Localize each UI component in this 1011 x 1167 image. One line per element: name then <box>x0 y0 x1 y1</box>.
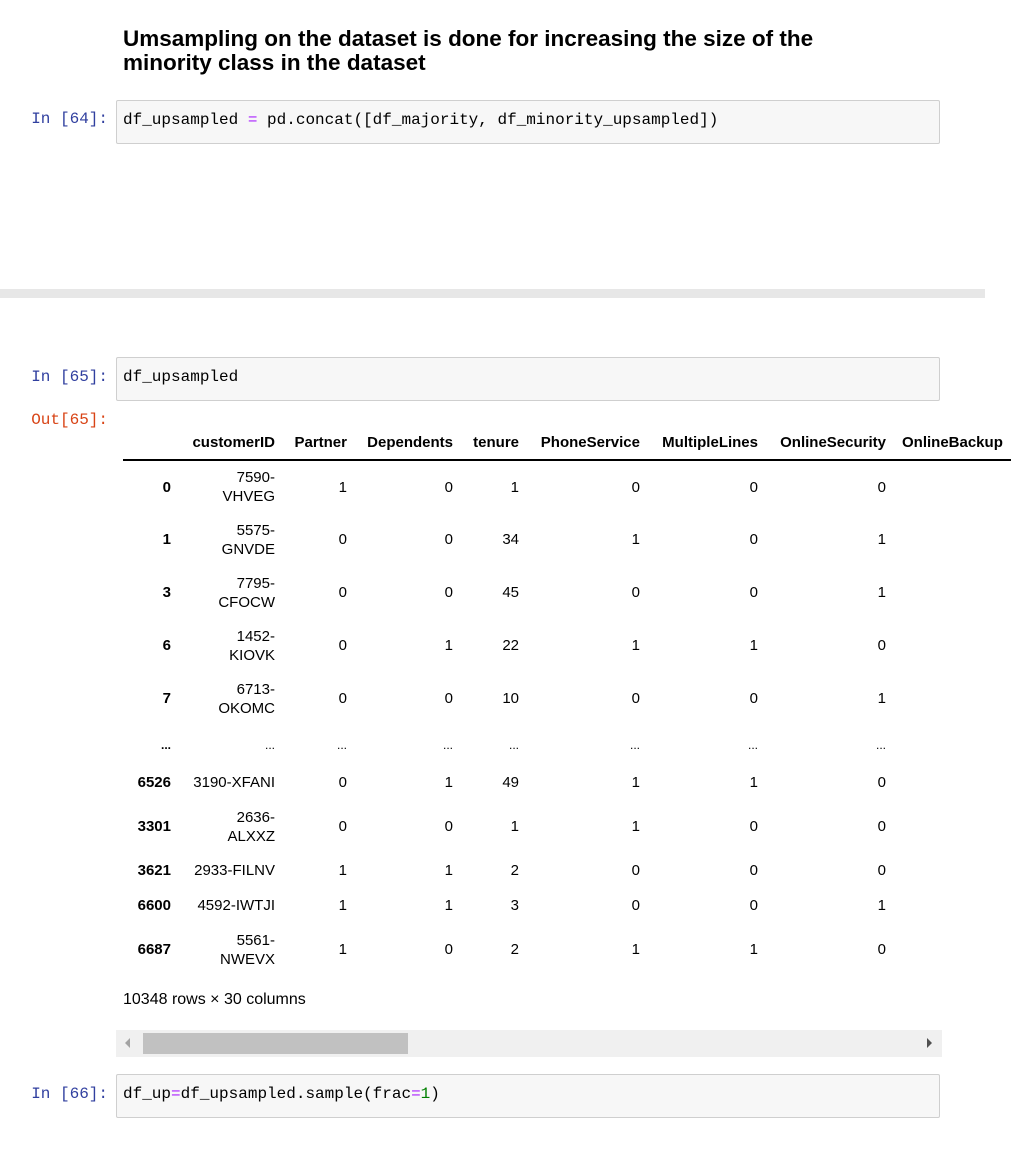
cell-customerID <box>179 725 283 765</box>
table-cell: 1 <box>749 941 758 958</box>
table-cell: ... <box>508 738 519 752</box>
cell-value: 5575-GNVDE <box>221 521 275 558</box>
table-cell: 0 <box>631 584 640 601</box>
table-row <box>123 923 1011 976</box>
table-cell <box>894 619 1011 672</box>
table-cell: ... <box>875 738 886 752</box>
row-index: 0 <box>162 478 171 496</box>
table-row <box>123 566 1011 619</box>
table-cell: 0 <box>631 897 640 914</box>
table-cell: 0 <box>749 862 758 879</box>
cell-customerID <box>179 923 283 976</box>
table-cell: 45 <box>502 584 519 601</box>
table-cell: 0 <box>338 637 347 654</box>
table-cell: 1 <box>877 531 886 548</box>
cell-value: 1452-KIOVK <box>229 627 275 664</box>
table-cell: 1 <box>338 941 347 958</box>
table-cell: 0 <box>444 531 453 548</box>
cell-separator <box>0 289 985 298</box>
table-cell: 1 <box>510 478 519 496</box>
table-cell: 0 <box>444 478 453 496</box>
row-index: 1 <box>162 531 171 548</box>
table-cell <box>894 888 1011 923</box>
cell-value: 6713-OKOMC <box>218 680 275 717</box>
cell-customerID <box>179 888 283 923</box>
table-cell <box>894 513 1011 566</box>
table-cell: 10 <box>502 690 519 707</box>
input-prompt-64: In [64]: <box>31 110 108 128</box>
code-operator: = <box>411 1085 421 1103</box>
row-index: 7 <box>162 690 171 707</box>
code-text: df_upsampled <box>123 111 248 129</box>
output-prompt-65: Out[65]: <box>31 411 108 429</box>
table-cell: 1 <box>631 531 640 548</box>
cell-customerID <box>179 800 283 853</box>
table-cell: 0 <box>444 584 453 601</box>
input-prompt-65: In [65]: <box>31 368 108 386</box>
table-cell: 1 <box>749 637 758 654</box>
row-index: 6526 <box>137 774 171 791</box>
code-text: pd.concat([df_majority, df_minority_upsampled]) <box>257 111 719 129</box>
table-cell: 0 <box>877 478 886 496</box>
table-cell: 0 <box>338 690 347 707</box>
header-row <box>123 425 1011 460</box>
column-header: tenure <box>461 425 527 460</box>
code-text: df_up <box>123 1085 172 1103</box>
cell-value: ... <box>264 737 275 752</box>
table-cell: 0 <box>631 862 640 879</box>
table-cell: 0 <box>749 478 758 496</box>
code-text: df_upsampled <box>123 368 239 386</box>
dataframe-output <box>123 425 1003 975</box>
table-cell: 1 <box>444 897 453 914</box>
table-row <box>123 725 1011 765</box>
table-row <box>123 800 1011 853</box>
scroll-right-icon[interactable] <box>927 1038 932 1048</box>
table-cell <box>894 672 1011 725</box>
cell-value: 7795-CFOCW <box>218 574 275 611</box>
cell-customerID <box>179 566 283 619</box>
table-cell: 0 <box>749 584 758 601</box>
horizontal-scrollbar[interactable] <box>116 1030 942 1057</box>
code-operator: = <box>171 1085 181 1103</box>
table-cell: 0 <box>877 818 886 835</box>
table-cell: 1 <box>444 774 453 791</box>
table-cell: ... <box>442 738 453 752</box>
table-cell: 0 <box>631 478 640 496</box>
scroll-left-icon[interactable] <box>125 1038 130 1048</box>
row-index: 6687 <box>137 941 171 958</box>
table-cell: ... <box>629 738 640 752</box>
column-header: customerID <box>179 425 283 460</box>
cell-value: 2636-ALXXZ <box>227 808 275 845</box>
table-row <box>123 765 1011 800</box>
table-cell: 34 <box>502 531 519 548</box>
table-cell: ... <box>747 738 758 752</box>
input-prompt-66: In [66]: <box>31 1085 108 1103</box>
table-cell: 0 <box>338 584 347 601</box>
row-index: 3 <box>162 584 171 601</box>
code-text: ) <box>430 1085 440 1103</box>
cell-customerID <box>179 853 283 888</box>
cell-value: 7590-VHVEG <box>222 469 275 505</box>
table-cell: 1 <box>749 774 758 791</box>
code-operator: = <box>247 111 258 129</box>
cell-value: 3190-XFANI <box>193 774 275 791</box>
table-cell: 0 <box>444 818 453 835</box>
code-cell-66[interactable] <box>116 1074 940 1118</box>
cell-customerID <box>179 513 283 566</box>
scrollbar-thumb[interactable] <box>143 1033 408 1054</box>
table-cell: 0 <box>749 897 758 914</box>
table-row <box>123 460 1011 513</box>
row-index: 3301 <box>137 818 171 835</box>
code-cell-65[interactable] <box>116 357 940 401</box>
code-text: df_upsampled.sample(frac <box>180 1085 412 1103</box>
table-cell <box>894 765 1011 800</box>
table-cell: 0 <box>877 941 886 958</box>
table-cell: 1 <box>631 774 640 791</box>
column-header: PhoneService <box>527 425 648 460</box>
table-row <box>123 853 1011 888</box>
table-cell: 22 <box>502 637 519 654</box>
column-header: Dependents <box>355 425 461 460</box>
column-header: OnlineBackup <box>894 425 1011 460</box>
cell-customerID <box>179 460 283 513</box>
row-index: ... <box>160 738 171 752</box>
table-cell: 2 <box>510 862 519 879</box>
cell-customerID <box>179 672 283 725</box>
table-cell: 2 <box>510 941 519 958</box>
table-cell: 1 <box>338 478 347 496</box>
column-header <box>123 425 179 460</box>
dataframe-table <box>123 425 1011 976</box>
table-cell: 0 <box>877 637 886 654</box>
table-cell: 0 <box>631 690 640 707</box>
table-cell: 0 <box>749 531 758 548</box>
table-cell <box>894 923 1011 976</box>
table-cell <box>894 460 1011 513</box>
table-row <box>123 888 1011 923</box>
table-cell <box>894 566 1011 619</box>
cell-value: 2933-FILNV <box>194 862 275 879</box>
table-cell: 1 <box>877 690 886 707</box>
table-cell: 0 <box>338 818 347 835</box>
table-cell: 1 <box>877 897 886 914</box>
table-cell <box>894 725 1011 765</box>
table-cell: 1 <box>338 862 347 879</box>
table-cell: 1 <box>631 941 640 958</box>
table-cell: 3 <box>510 897 519 914</box>
table-cell: 1 <box>877 584 886 601</box>
table-cell: 0 <box>444 690 453 707</box>
table-cell: 0 <box>444 941 453 958</box>
table-cell: 0 <box>749 690 758 707</box>
code-number: 1 <box>420 1085 431 1103</box>
row-index: 6600 <box>137 897 171 914</box>
markdown-heading: Umsampling on the dataset is done for increasing the size of the minority class in the dataset <box>123 26 814 75</box>
table-cell: 0 <box>877 862 886 879</box>
column-header: MultipleLines <box>648 425 766 460</box>
table-cell: 1 <box>444 862 453 879</box>
table-cell: ... <box>336 738 347 752</box>
column-header: Partner <box>283 425 355 460</box>
table-cell: 1 <box>631 637 640 654</box>
table-cell: 49 <box>502 774 519 791</box>
cell-value: 4592-IWTJI <box>197 897 275 914</box>
column-header: OnlineSecurity <box>766 425 894 460</box>
table-cell: 0 <box>877 774 886 791</box>
code-cell-64[interactable] <box>116 100 940 144</box>
table-row <box>123 513 1011 566</box>
cell-customerID <box>179 765 283 800</box>
table-cell: 0 <box>749 818 758 835</box>
table-cell: 0 <box>338 531 347 548</box>
row-index: 3621 <box>137 862 171 879</box>
cell-value: 5561-NWEVX <box>219 931 275 968</box>
table-row <box>123 619 1011 672</box>
table-cell: 0 <box>338 774 347 791</box>
table-cell: 1 <box>631 818 640 835</box>
table-cell: 1 <box>510 818 519 835</box>
table-cell: 1 <box>444 637 453 654</box>
cell-customerID <box>179 619 283 672</box>
table-cell: 1 <box>338 897 347 914</box>
table-cell <box>894 800 1011 853</box>
table-row <box>123 672 1011 725</box>
row-index: 6 <box>162 637 171 654</box>
table-cell <box>894 853 1011 888</box>
dataframe-shape: 10348 rows × 30 columns <box>123 991 306 1008</box>
